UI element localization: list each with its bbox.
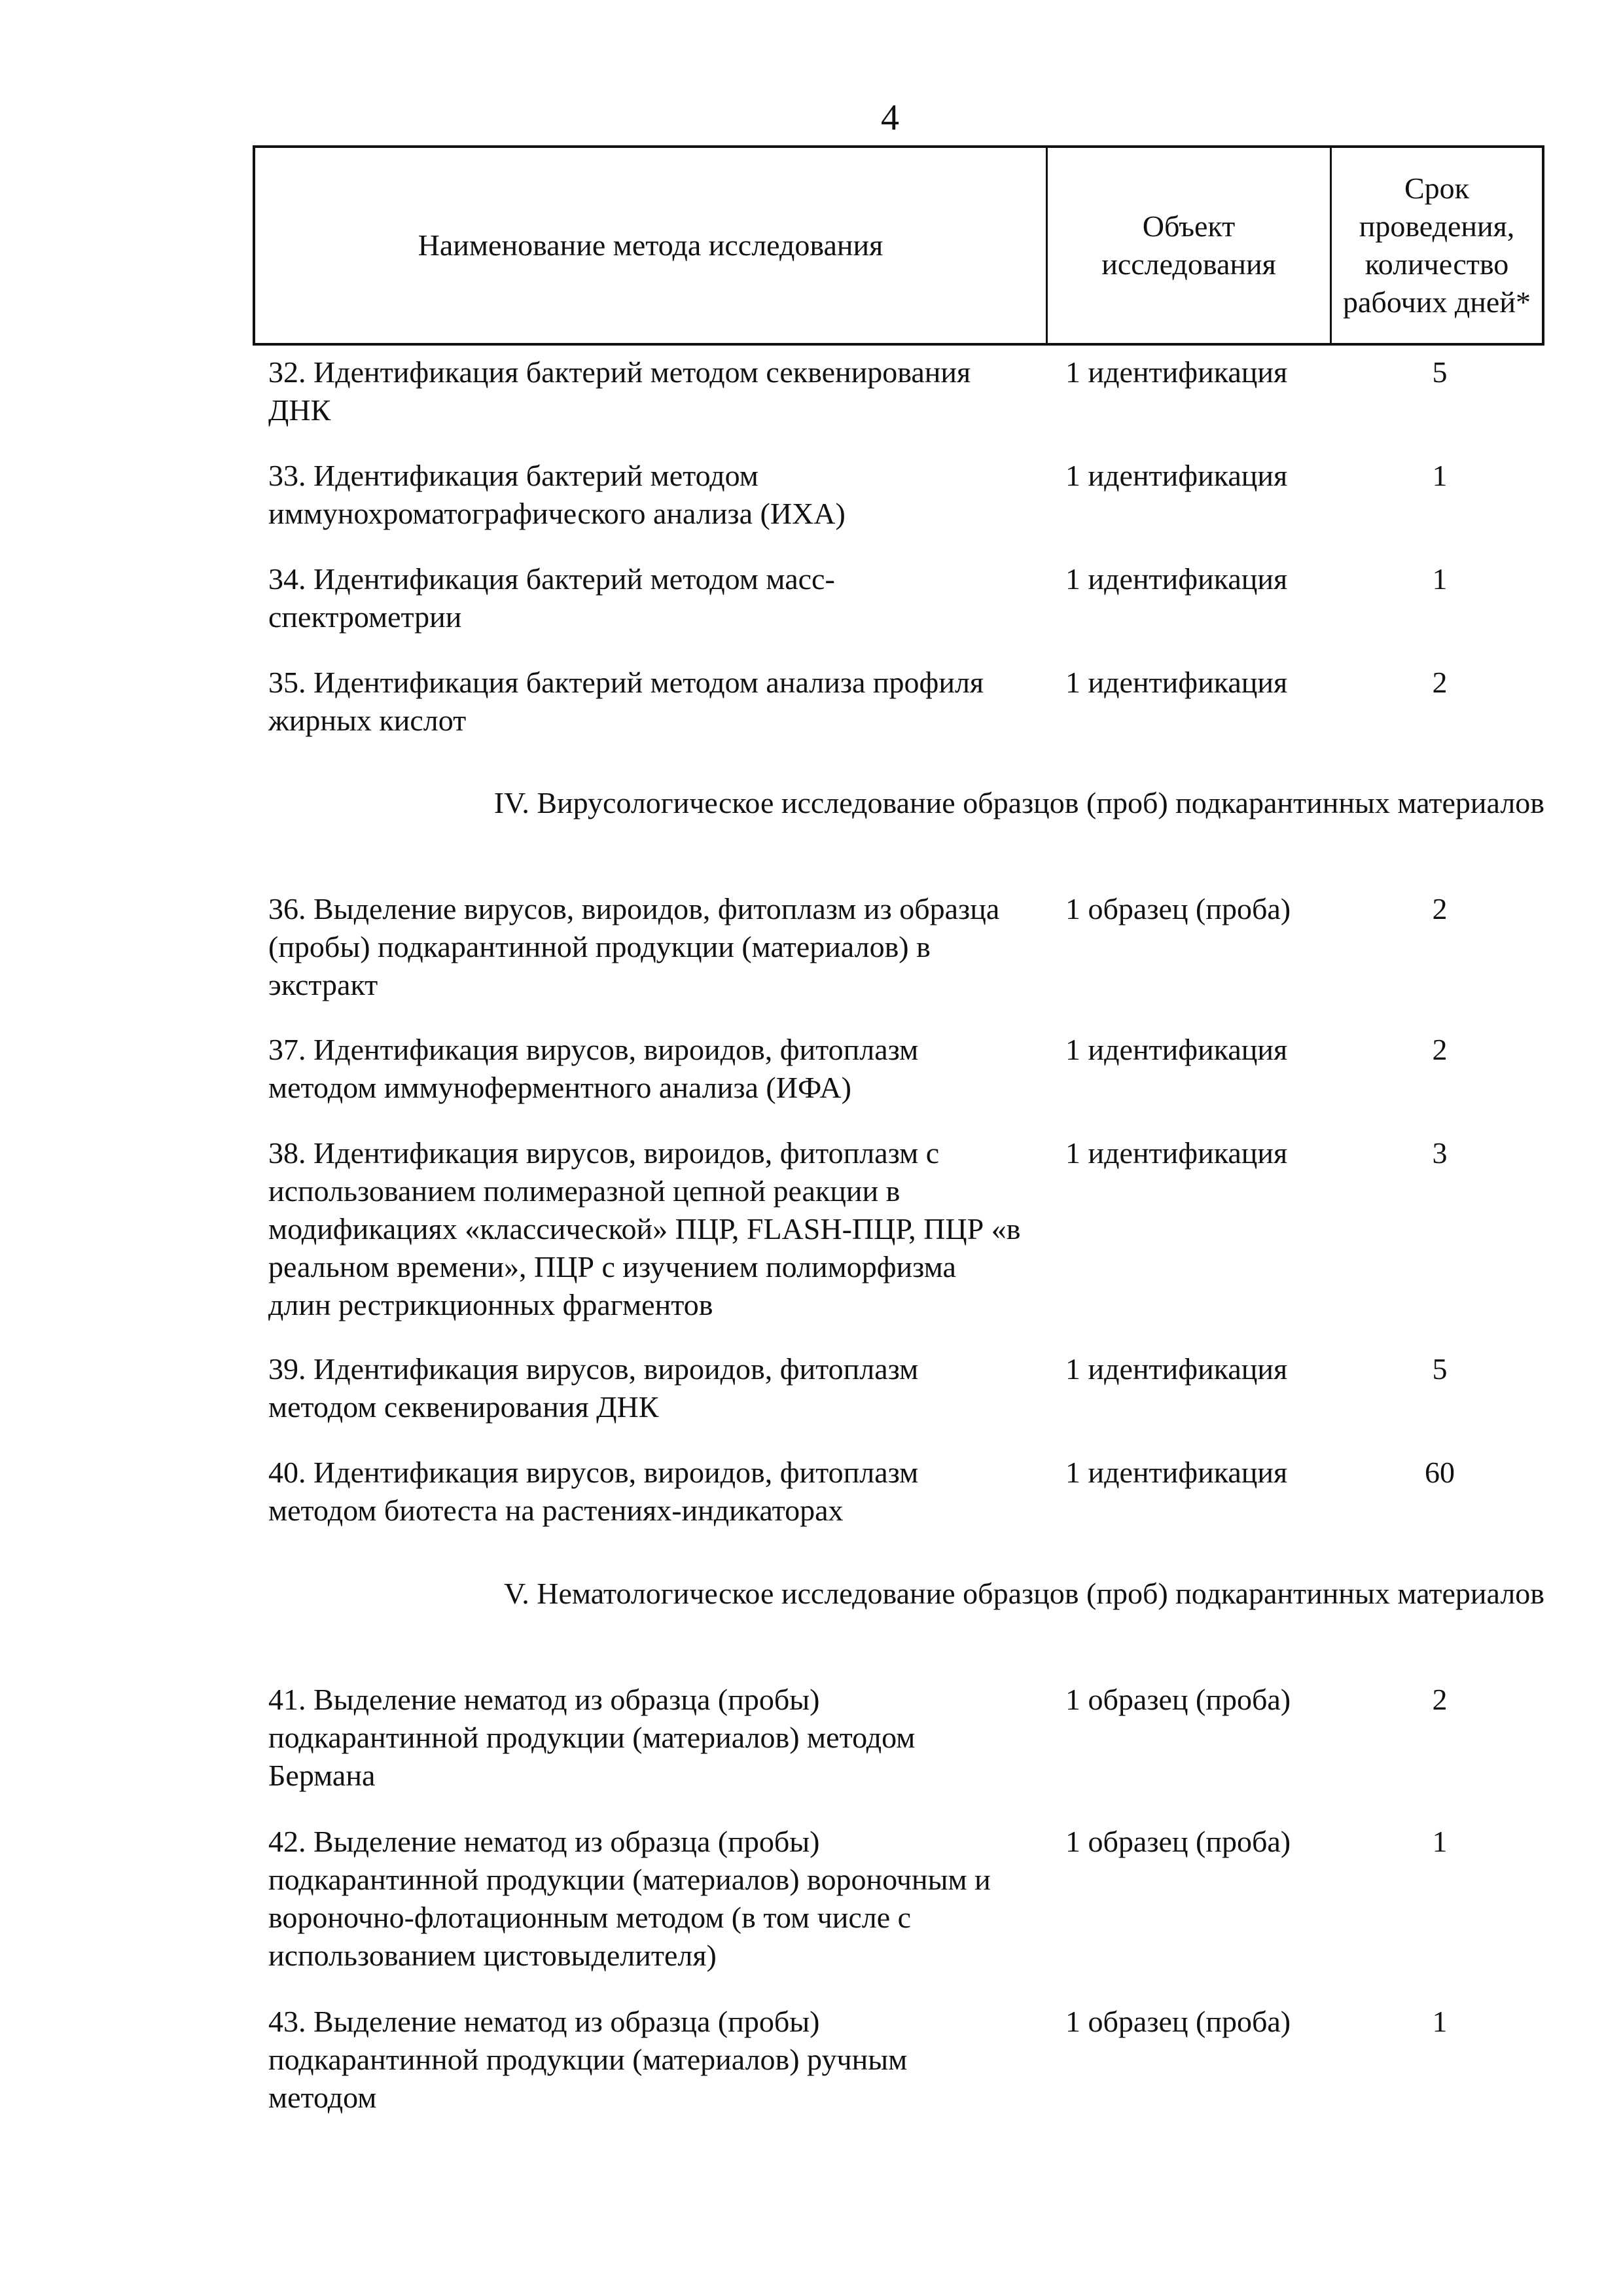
row-method-name: 39. Идентификация вирусов, вироидов, фитоплазм методом секвенирования ДНК	[268, 1352, 919, 1424]
page-number: 4	[881, 98, 899, 138]
header-object: Объект исследования	[1101, 209, 1276, 281]
row-object: 1 идентификация	[1065, 1136, 1288, 1170]
row-days: 3	[1432, 1136, 1448, 1170]
row-method-name: 42. Выделение нематод из образца (пробы) подкарантинной продукции (материалов) вороночным и вороночно-флотационным методом (в том числе с использованием цистовыделителя)	[268, 1825, 991, 1972]
row-days: 1	[1432, 1825, 1448, 1858]
row-method-name: 33. Идентификация бактерий методом иммунохроматографического анализа (ИХА)	[268, 459, 846, 530]
row-method-name: 38. Идентификация вирусов, вироидов, фитоплазм с использованием полимеразной цепной реакции в модификациях «классической» ПЦР, FLASH-ПЦР, ПЦР «в реальном времени», ПЦР с изучением полиморфизма длин рестрикционных фрагментов	[268, 1136, 1021, 1321]
row-days: 1	[1432, 459, 1448, 492]
row-method-name: 34. Идентификация бактерий методом масс-спектрометрии	[268, 562, 835, 634]
row-days: 60	[1425, 1456, 1455, 1489]
row-days: 2	[1432, 1683, 1448, 1716]
row-days: 2	[1432, 666, 1448, 699]
row-method-name: 37. Идентификация вирусов, вироидов, фитоплазм методом иммуноферментного анализа (ИФА)	[268, 1033, 919, 1104]
row-object: 1 идентификация	[1065, 1352, 1288, 1386]
row-object: 1 идентификация	[1065, 666, 1288, 699]
row-object: 1 идентификация	[1065, 355, 1288, 389]
row-method-name: 35. Идентификация бактерий методом анализа профиля жирных кислот	[268, 666, 984, 737]
row-days: 2	[1432, 892, 1448, 925]
row-object: 1 образец (проба)	[1065, 1825, 1291, 1858]
row-days: 2	[1432, 1033, 1448, 1066]
row-method-name: 40. Идентификация вирусов, вироидов, фитоплазм методом биотеста на растениях-индикаторах	[268, 1456, 919, 1527]
header-method-name: Наименование метода исследования	[418, 228, 883, 262]
row-method-name: 41. Выделение нематод из образца (пробы) подкарантинной продукции (материалов) методом Бермана	[268, 1683, 916, 1792]
section-heading-iv: IV. Вирусологическое исследование образцов (проб) подкарантинных материалов	[493, 786, 1544, 819]
header-term: Срок проведения, количество рабочих дней*	[1343, 171, 1531, 319]
table-header	[253, 145, 1544, 346]
row-object: 1 образец (проба)	[1065, 892, 1291, 925]
row-object: 1 образец (проба)	[1065, 2005, 1291, 2038]
section-heading-v: V. Нематологическое исследование образцов (проб) подкарантинных материалов	[504, 1577, 1544, 1610]
row-days: 1	[1432, 562, 1448, 596]
row-object: 1 идентификация	[1065, 1033, 1288, 1066]
row-method-name: 36. Выделение вирусов, вироидов, фитоплазм из образца (пробы) подкарантинной продукции (материалов) в экстракт	[268, 892, 1000, 1001]
row-object: 1 образец (проба)	[1065, 1683, 1291, 1716]
row-object: 1 идентификация	[1065, 562, 1288, 596]
row-method-name: 43. Выделение нематод из образца (пробы) подкарантинной продукции (материалов) ручным методом	[268, 2005, 908, 2114]
row-object: 1 идентификация	[1065, 459, 1288, 492]
row-object: 1 идентификация	[1065, 1456, 1288, 1489]
row-days: 5	[1432, 355, 1448, 389]
row-days: 5	[1432, 1352, 1448, 1386]
row-method-name: 32. Идентификация бактерий методом секвенирования ДНК	[268, 355, 971, 427]
row-days: 1	[1432, 2005, 1448, 2038]
